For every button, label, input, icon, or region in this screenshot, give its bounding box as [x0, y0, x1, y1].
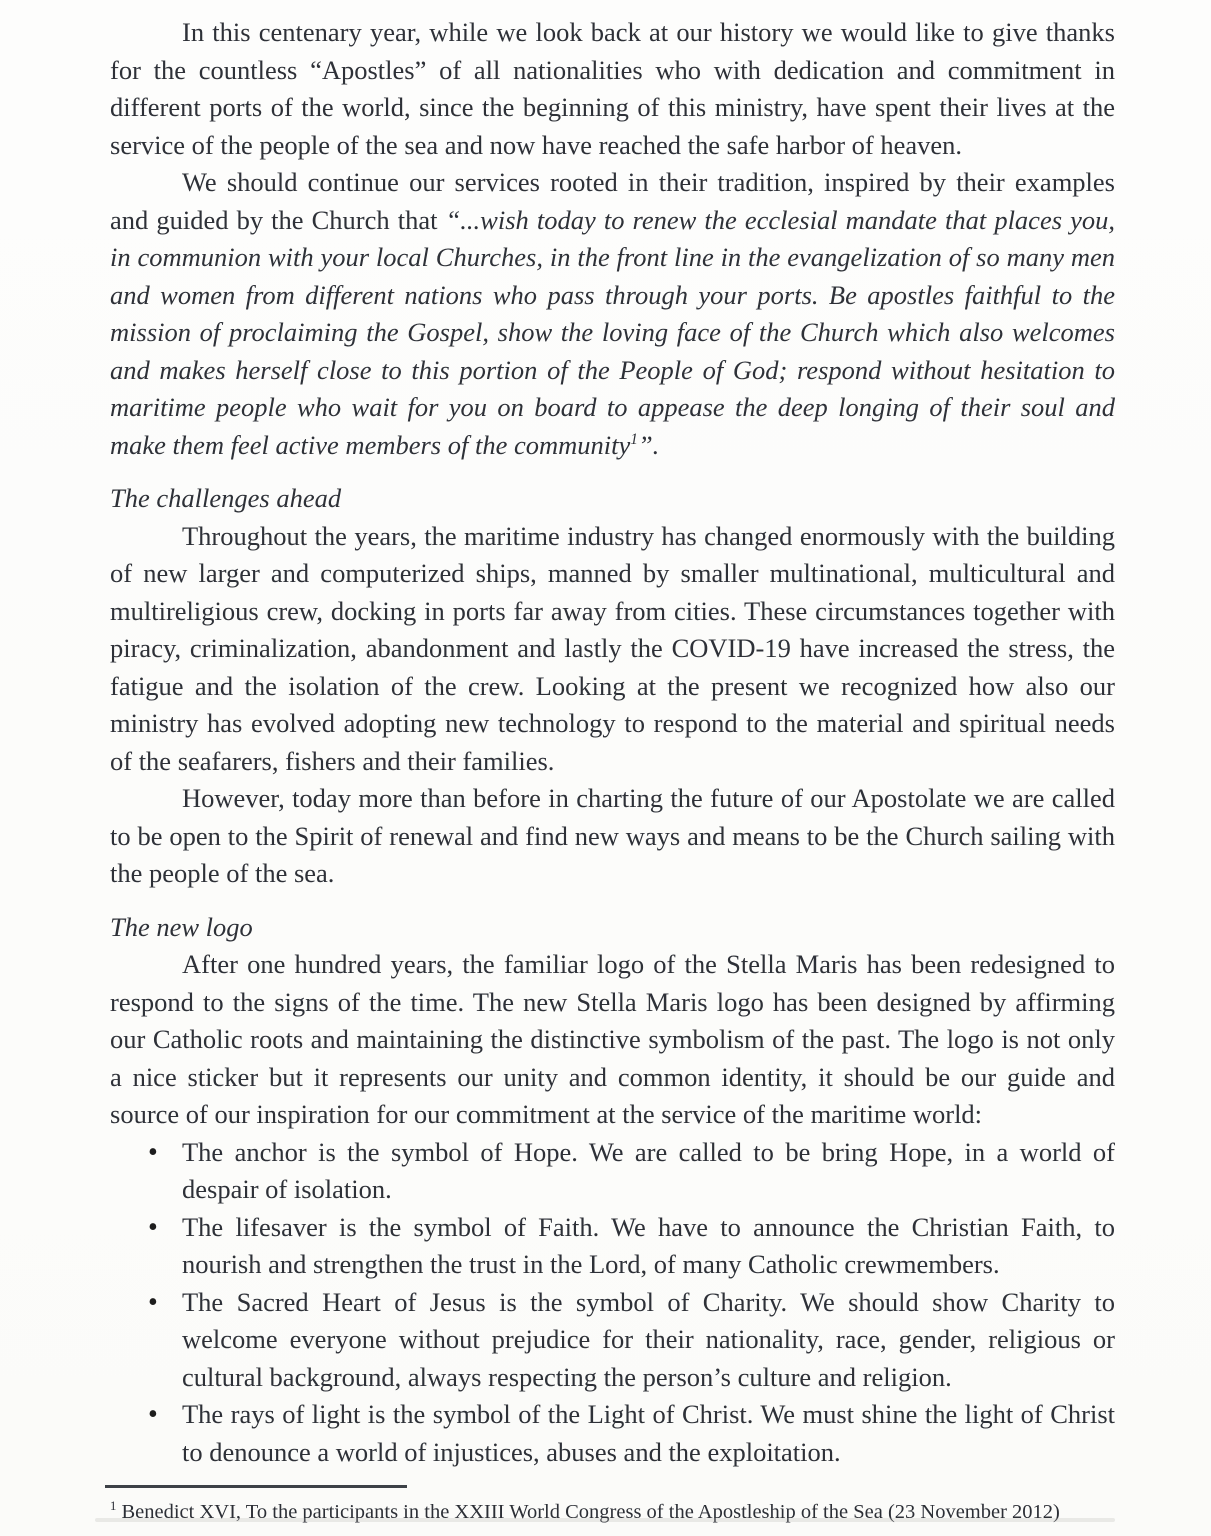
- intro-paragraph-2: [110, 164, 1115, 464]
- intro-paragraph-1: In this centenary year, while we look back at our history we would like to give thanks for the countless “Apostles” of all nationalities who with dedication and commitment in different ports of the world, since the beginning of this ministry, have spent their lives at the service of the people of the sea and now have reached the safe harbor of heaven.: [110, 17, 1115, 160]
- list-item-rays-light-christ: • The rays of light is the symbol of the Light of Christ. We must shine the light of Christ to denounce a world of injustices, abuses and the exploitation.: [110, 1396, 1115, 1471]
- logo-symbol-list: [110, 1134, 1115, 1472]
- papal-quote: “...wish today to renew the ecclesial mandate that places you, in communion with your local Churches, in the front line in the evangelization of so many men and women from different nations who pass through your ports. Be apostles faithful to the mission of proclaiming the Gospel, show the loving face of the Church which also welcomes and makes herself close to this portion of the People of God; respond without hesitation to maritime people who wait for you on board to appease the deep longing of their soul and make them feel active members of the community: [110, 204, 1115, 460]
- scan-noise-artifact: [95, 1518, 1115, 1522]
- section-heading-new-logo: The new logo: [110, 911, 253, 942]
- section-heading-challenges: The challenges ahead: [110, 483, 342, 513]
- intro-paragraph-2-close: ”.: [637, 429, 660, 460]
- challenges-paragraph-1: Throughout the years, the maritime industry has changed enormously with the building of new larger and computerized ships, manned by smaller multinational, multicultural and multireligious crew, docking in ports far away from cities. These circumstances together with piracy, criminalization, abandonment and lastly the COVID-19 have increased the stress, the fatigue and the isolation of the crew. Looking at the present we recognized how also our ministry has evolved adopting new technology to respond to the material and spiritual needs of the seafarers, fishers and their families.: [110, 520, 1115, 776]
- list-item-sacred-heart-charity: • The Sacred Heart of Jesus is the symbol of Charity. We should show Charity to welcome everyone without prejudice for their nationality, race, gender, religious or cultural background, always respecting the person’s culture and religion.: [110, 1284, 1115, 1397]
- footnote-citation: Benedict XVI, To the participants in the XXIII World Congress of the Apostleship of the Sea (23 November 2012): [116, 1501, 1060, 1523]
- logo-paragraph-1: After one hundred years, the familiar logo of the Stella Maris has been redesigned to respond to the signs of the time. The new Stella Maris logo has been designed by affirming our Catholic roots and maintaining the distinctive symbolism of the past. The logo is not only a nice sticker but it represents our unity and common identity, it should be our guide and source of our inspiration for our commitment at the service of the maritime world:: [110, 949, 1115, 1129]
- footnote-reference-marker: 1: [630, 430, 638, 448]
- intro-paragraph-2-lead: We should continue our services rooted in their tradition, inspired by their examples and guided by the Church that: [110, 167, 1115, 235]
- challenges-paragraph-2: However, today more than before in charting the future of our Apostolate we are called to be open to the Spirit of renewal and find new ways and means to be the Church sailing with the people of the sea.: [110, 783, 1115, 888]
- list-item-lifesaver-faith: • The lifesaver is the symbol of Faith. We have to announce the Christian Faith, to nourish and strengthen the trust in the Lord, of many Catholic crewmembers.: [110, 1209, 1115, 1284]
- footnote-marker: 1: [110, 1499, 117, 1514]
- list-item-anchor-hope: • The anchor is the symbol of Hope. We are called to be bring Hope, in a world of despair of isolation.: [110, 1134, 1115, 1209]
- footnote-separator-rule: [105, 1485, 407, 1488]
